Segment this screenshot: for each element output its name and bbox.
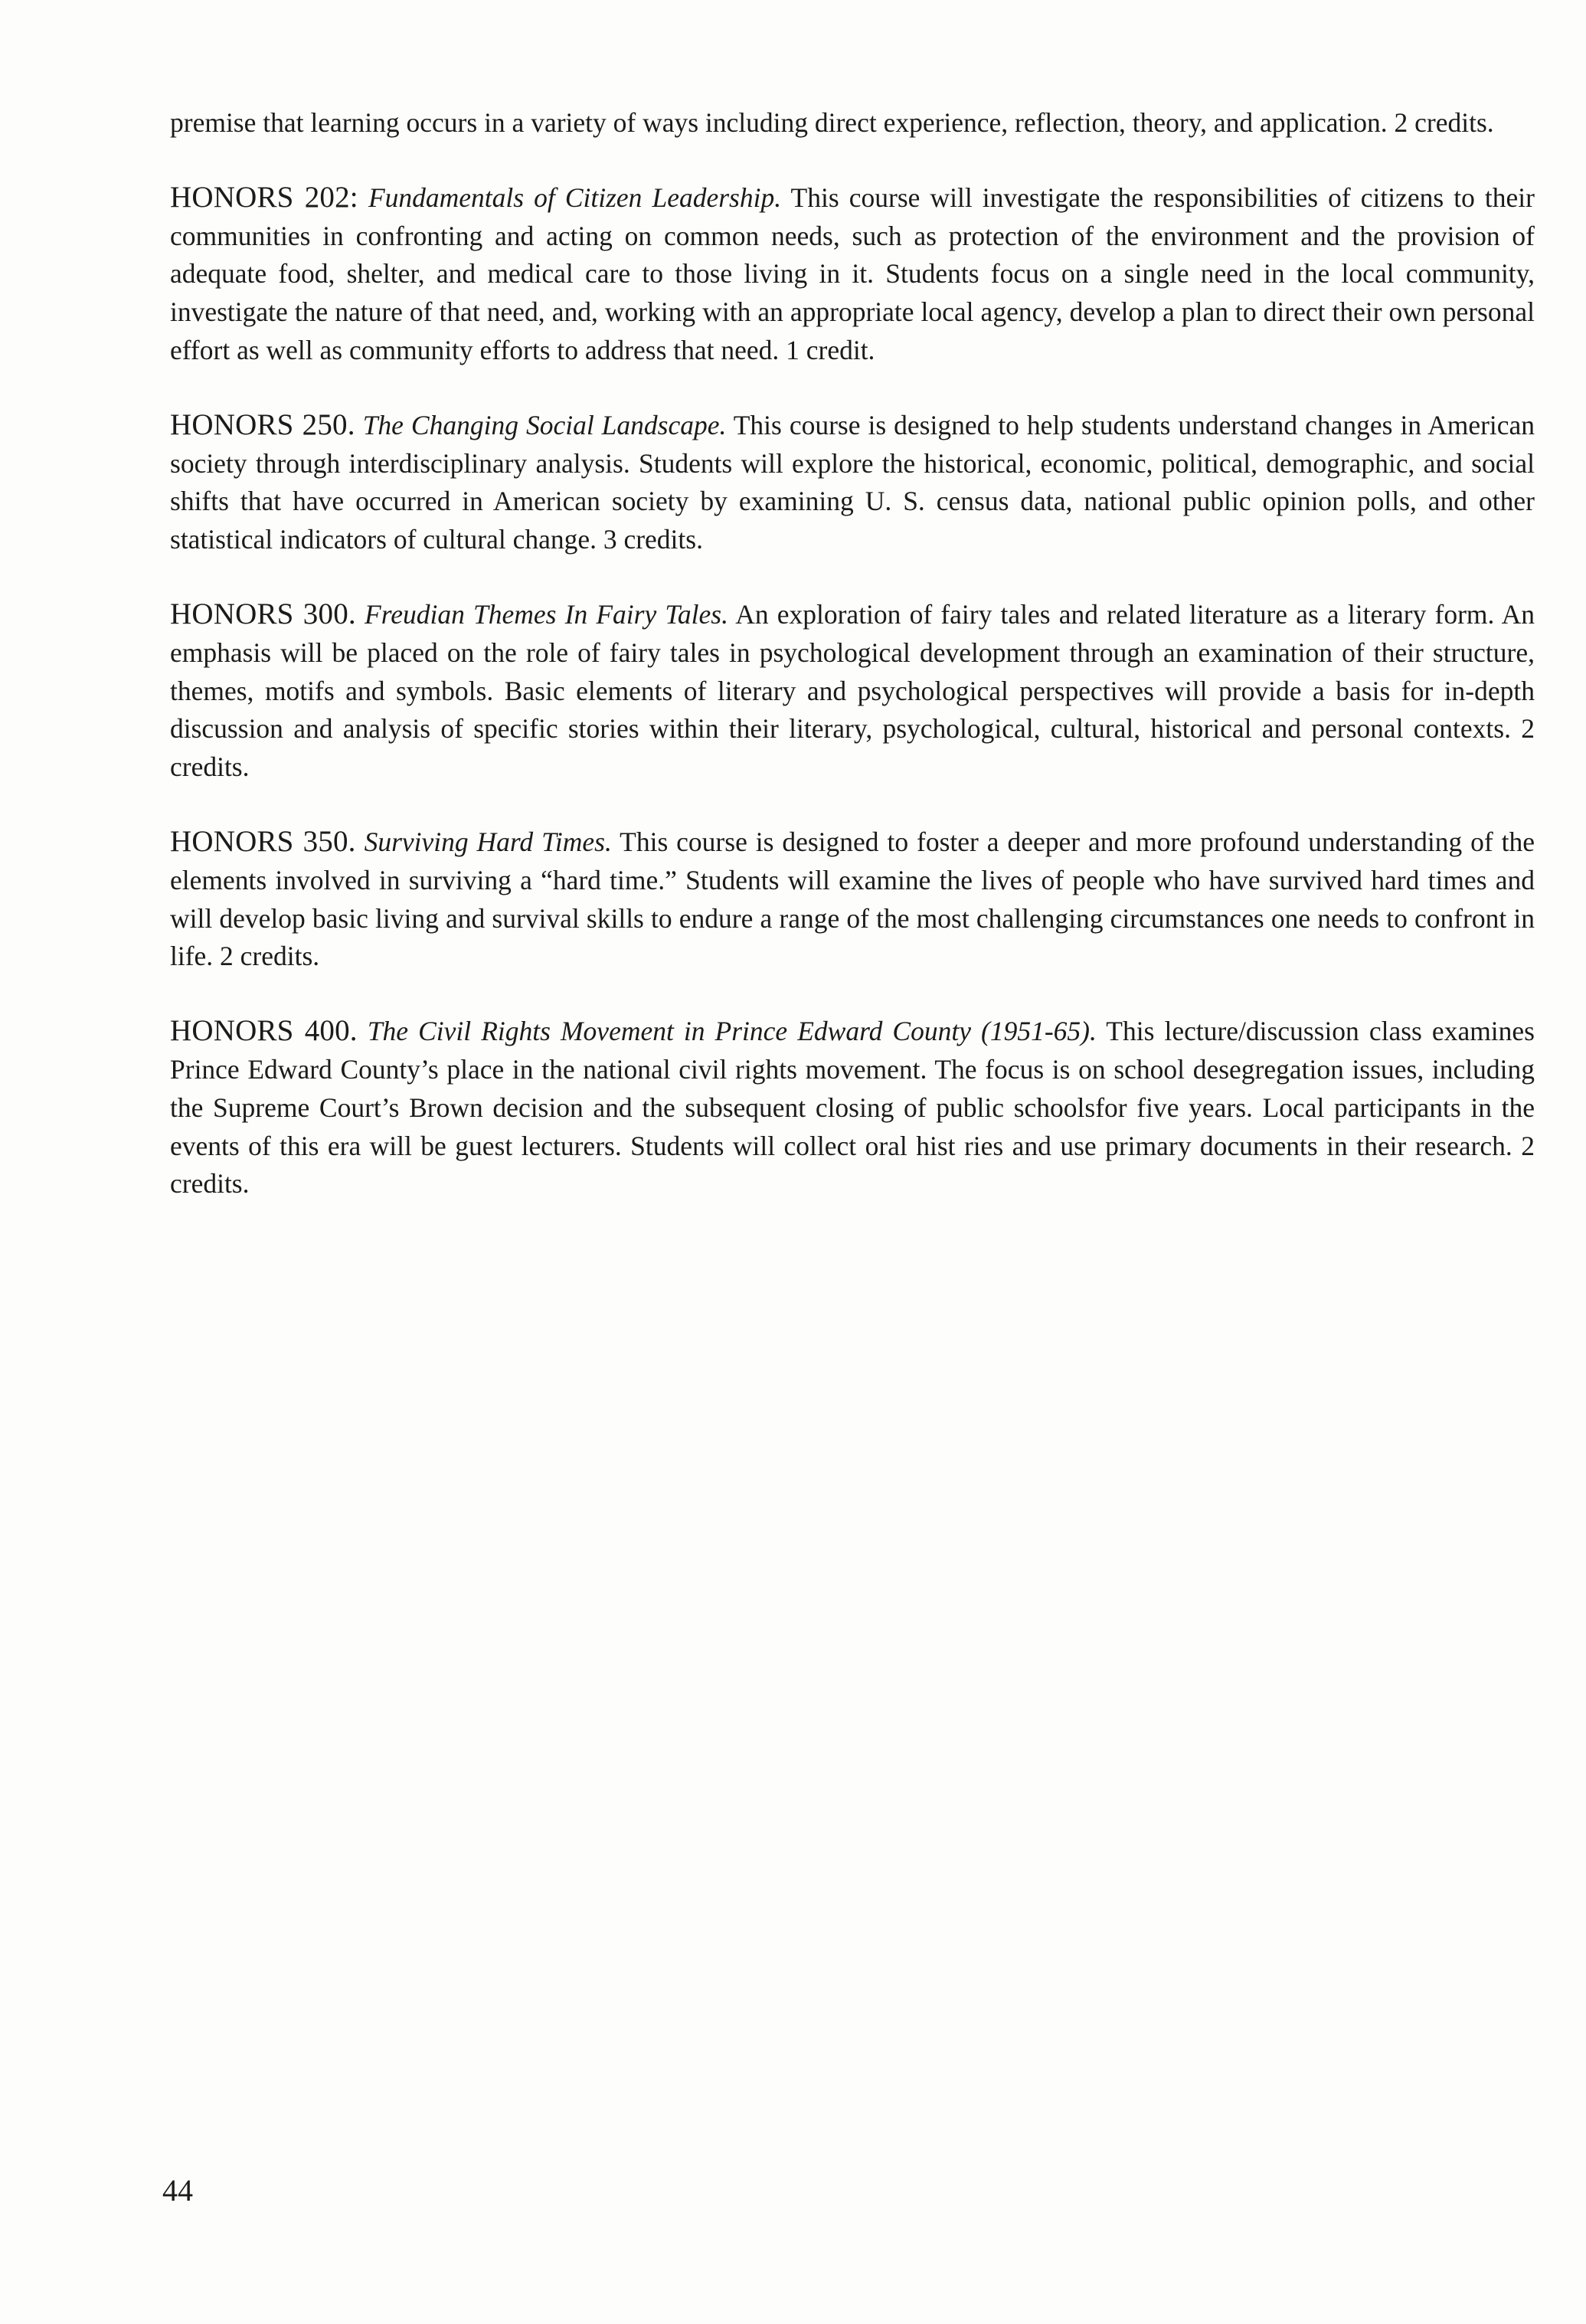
- course-description: An exploration of fairy tales and related literature as a literary form. An emphasis will be placed on the role of fairy tales in psychological development through an examination of their structure, themes, motifs and symbols. Basic elements of literary and psychological perspectives will provide a basis for in-depth discussion and analysis of specific stories within their literary, psychological, cultural, historical and personal contexts. 2 credits.: [170, 598, 1535, 783]
- course-code: HONORS 350.: [170, 824, 356, 858]
- course-code: HONORS 250.: [170, 408, 355, 441]
- course-description: This course will investigate the responsibilities of citizens to their communities in confronting and acting on common needs, such as protection of the environment and the provision of adequate food, shelter, and medical care to those living in it. Students focus on a single need in the local community, investigate the nature of that need, and, working with an appropriate local agency, develop a plan to direct their own personal effort as well as community efforts to address that need. 1 credit.: [170, 182, 1535, 365]
- course-honors-300: [170, 595, 1535, 787]
- course-descriptions: [170, 104, 1535, 1239]
- course-title: Fundamentals of Citizen Leadership.: [368, 182, 782, 213]
- course-description: This course is designed to foster a deeper and more profound understanding of the elements involved in surviving a “hard time.” Students will examine the lives of people who have survived hard times and will develop basic living and survival skills to endure a range of the most challenging circumstances one needs to confront in life. 2 credits.: [170, 826, 1535, 972]
- course-code: HONORS 400.: [170, 1014, 358, 1048]
- course-title: Freudian Themes In Fairy Tales.: [365, 598, 728, 630]
- course-honors-400: [170, 1012, 1535, 1203]
- course-code: HONORS 202:: [170, 180, 358, 214]
- course-title: The Changing Social Landscape.: [362, 409, 727, 440]
- intro-paragraph: premise that learning occurs in a variety of ways including direct experience, reflection, theory, and application. 2 credits.: [170, 107, 1494, 138]
- course-description: This lecture/discussion class examines Prince Edward County’s place in the national civil rights movement. The focus is on school desegregation issues, including the Supreme Court’s Brown decision and the subsequent closing of public schoolsfor five years. Local participants in the events of this era will be guest lecturers. Students will collect oral hist ries and use primary documents in their research. 2 credits.: [170, 1016, 1535, 1200]
- course-honors-202: [170, 178, 1535, 370]
- course-honors-250: [170, 406, 1535, 559]
- course-title: The Civil Rights Movement in Prince Edward County (1951-65).: [367, 1016, 1097, 1047]
- course-description: This course is designed to help students understand changes in American society through interdisciplinary analysis. Students will explore the historical, economic, political, demographic, and social shifts that have occurred in American society by examining U. S. census data, national public opinion polls, and other statistical indicators of cultural change. 3 credits.: [170, 409, 1535, 555]
- course-title: Surviving Hard Times.: [364, 826, 612, 857]
- course-code: HONORS 300.: [170, 597, 356, 630]
- page-number: 44: [162, 2173, 193, 2208]
- course-honors-350: [170, 823, 1535, 976]
